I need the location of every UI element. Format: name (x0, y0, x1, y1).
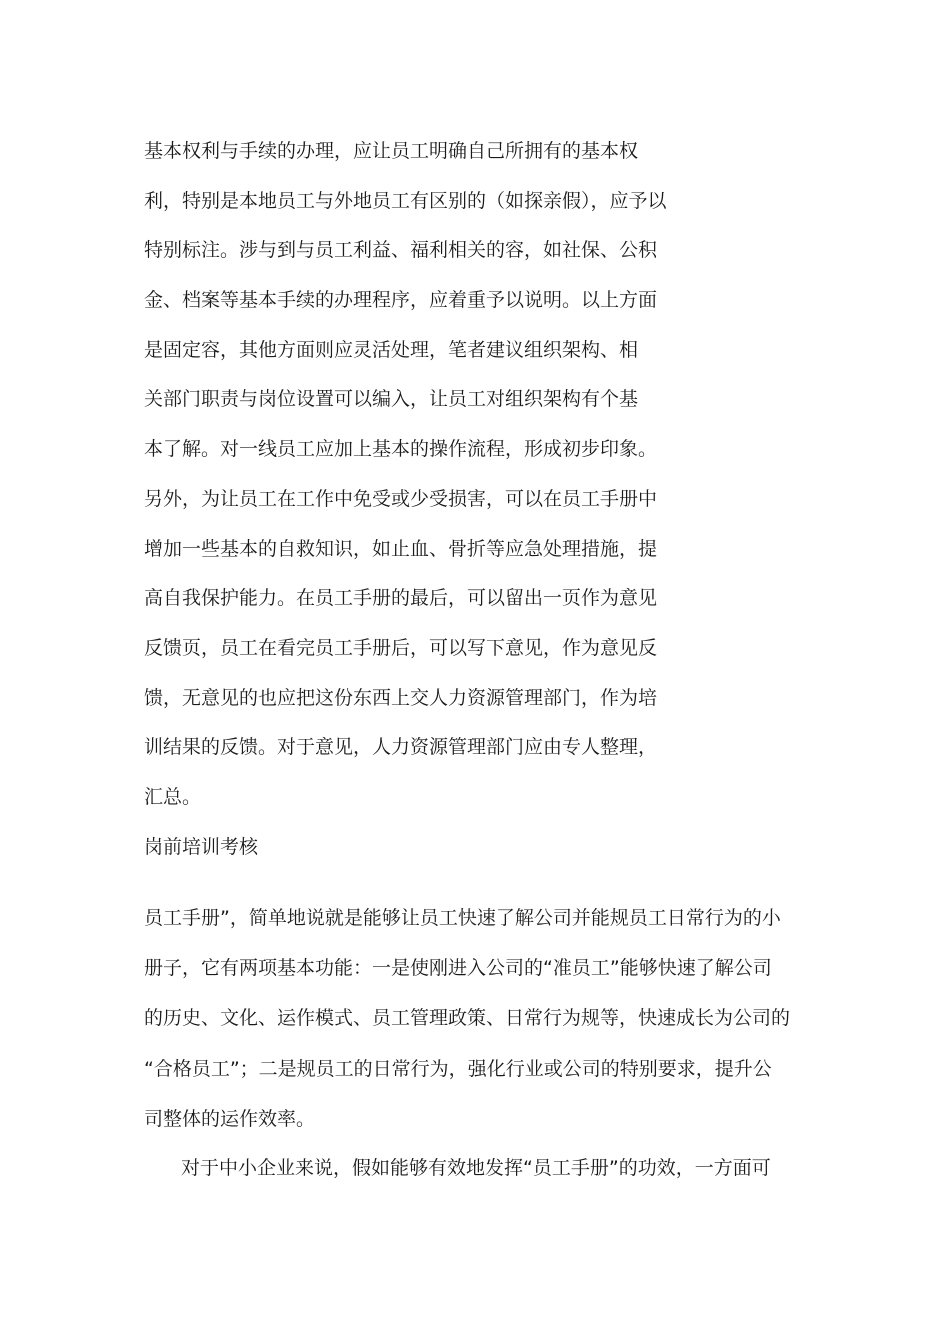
text-line: 增加一些基本的自救知识，如止血、骨折等应急处理措施，提 (144, 537, 658, 560)
text-line: 特别标注。涉与到与员工利益、福利相关的容，如社保、公积 (144, 239, 658, 262)
text-line: 册子，它有两项基本功能：一是使刚进入公司的“准员工”能够快速了解公司 (144, 957, 772, 980)
text-line: 本了解。对一线员工应加上基本的操作流程，形成初步印象。 (144, 438, 658, 461)
text-line: 金、档案等基本手续的办理程序，应着重予以说明。以上方面 (144, 289, 658, 312)
paragraph-employee-handbook-contents (144, 137, 704, 833)
text-line: 反馈页，员工在看完员工手册后，可以写下意见，作为意见反 (144, 636, 658, 659)
section-heading: 岗前培训考核 (144, 836, 259, 858)
text-line: 汇总。 (144, 785, 202, 808)
text-line: 是固定容，其他方面则应灵活处理，笔者建议组织架构、相 (144, 338, 639, 361)
text-line: 关部门职责与岗位设置可以编入，让员工对组织架构有个基 (144, 388, 639, 411)
text-line: 基本权利与手续的办理，应让员工明确自己所拥有的基本权 (144, 140, 639, 162)
text-line: 对于中小企业来说，假如能够有效地发挥“员工手册”的功效，一方面可 (181, 1157, 771, 1179)
text-line: “合格员工”；二是规员工的日常行为，强化行业或公司的特别要求，提升公 (144, 1057, 772, 1080)
text-line: 训结果的反馈。对于意见，人力资源管理部门应由专人整理， (144, 736, 658, 759)
text-line: 的历史、文化、运作模式、员工管理政策、日常行为规等，快速成长为公司的 (144, 1007, 791, 1030)
text-line: 员工手册”，简单地说就是能够让员工快速了解公司并能规员工日常行为的小 (144, 907, 781, 929)
paragraph-sme-handbook (144, 1154, 804, 1182)
paragraph-handbook-definition (144, 904, 804, 1155)
text-line: 高自我保护能力。在员工手册的最后，可以留出一页作为意见 (144, 587, 658, 610)
text-line: 馈，无意见的也应把这份东西上交人力资源管理部门，作为培 (144, 686, 658, 709)
text-line: 利，特别是本地员工与外地员工有区别的（如探亲假），应予以 (144, 189, 667, 212)
text-line: 另外，为让员工在工作中免受或少受损害，可以在员工手册中 (144, 487, 658, 510)
text-line: 司整体的运作效率。 (144, 1107, 316, 1130)
